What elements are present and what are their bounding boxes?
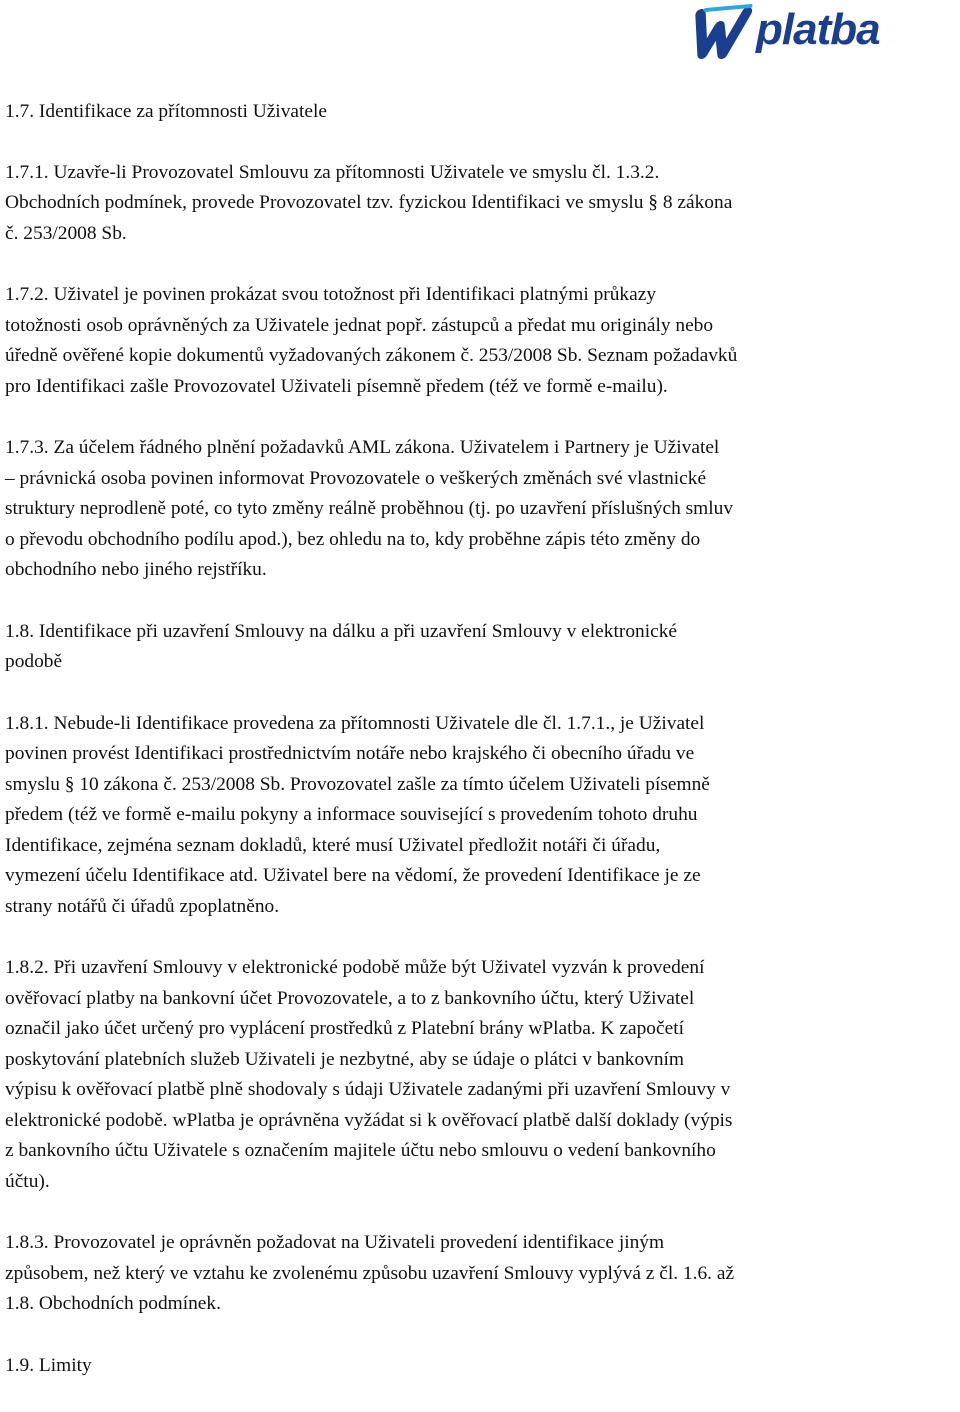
text-line: 1.7.1. Uzavře-li Provozovatel Smlouvu za přítomnosti Uživatele ve smyslu čl. 1.3.2. <box>5 161 660 183</box>
text-line: 1.9. Limity <box>5 1354 92 1376</box>
heading-1-8 <box>5 617 950 678</box>
text-line: Obchodních podmínek, provede Provozovatel tzv. fyzickou Identifikaci ve smyslu § 8 zákona <box>5 192 733 213</box>
paragraph-1-7-1 <box>5 158 950 250</box>
text-line: 1.7. Identifikace za přítomnosti Uživatele <box>5 101 327 122</box>
document-body <box>5 97 950 1412</box>
text-line: 1.8.2. Při uzavření Smlouvy v elektronické podobě může být Uživatel vyzván k provedení <box>5 957 705 978</box>
text-line: z bankovního účtu Uživatele s označením majitele účtu nebo smlouvu o vedení bankovního <box>5 1140 716 1161</box>
text-line: podobě <box>5 651 63 672</box>
paragraph-1-8-2 <box>5 953 950 1197</box>
text-line: způsobem, než který ve vztahu ke zvolenému způsobu uzavření Smlouvy vyplývá z čl. 1.6. až <box>5 1262 735 1284</box>
text-line: 1.8.1. Nebude-li Identifikace provedena za přítomnosti Uživatele dle čl. 1.7.1., je Uživatel <box>5 712 705 734</box>
text-line: Identifikace, zejména seznam dokladů, které musí Uživatel předložit notáři či úřadu, <box>5 834 661 856</box>
text-line: 1.8. Identifikace při uzavření Smlouvy na dálku a při uzavření Smlouvy v elektronické <box>5 620 678 642</box>
text-line: č. 253/2008 Sb. <box>5 222 127 244</box>
text-line: smyslu § 10 zákona č. 253/2008 Sb. Provozovatel zašle za tímto účelem Uživateli písemně <box>5 773 710 795</box>
heading-1-9 <box>5 1351 950 1382</box>
text-line: struktury neprodleně poté, co tyto změny reálně proběhnou (tj. po uzavření příslušných smluv <box>5 498 734 519</box>
text-line: strany notářů či úřadů zpoplatněno. <box>5 895 280 917</box>
text-line: elektronické podobě. wPlatba je oprávněna vyžádat si k ověřovací platbě další doklady (výpis <box>5 1109 733 1131</box>
text-line: 1.7.2. Uživatel je povinen prokázat svou totožnost při Identifikaci platnými průkazy <box>5 284 657 305</box>
paragraph-1-8-3 <box>5 1228 950 1320</box>
logo-wordmark: platba <box>756 5 880 54</box>
text-line: úředně ověřené kopie dokumentů vyžadovaných zákonem č. 253/2008 Sb. Seznam požadavků <box>5 345 738 366</box>
text-line: výpisu k ověřovací platbě plně shodovaly s údaji Uživatele zadanými při uzavření Smlouvy v <box>5 1079 731 1100</box>
paragraph-1-8-1 <box>5 709 950 923</box>
text-line: 1.8. Obchodních podmínek. <box>5 1293 221 1314</box>
paragraph-1-7-3 <box>5 433 950 586</box>
text-line: předem (též ve formě e-mailu pokyny a informace související s provedením tohoto druhu <box>5 804 698 825</box>
text-line: povinen provést Identifikaci prostřednictvím notáře nebo krajského či obecního úřadu ve <box>5 743 695 764</box>
text-line: obchodního nebo jiného rejstříku. <box>5 559 267 580</box>
text-line: vymezení účelu Identifikace atd. Uživatel bere na vědomí, že provedení Identifikace je ze <box>5 865 701 886</box>
w-mark <box>691 6 751 54</box>
text-line: o převodu obchodního podílu apod.), bez ohledu na to, kdy proběhne zápis této změny do <box>5 528 701 550</box>
paragraph-1-7-2 <box>5 280 950 402</box>
wplatba-logo <box>682 0 958 62</box>
text-line: 1.7.3. Za účelem řádného plnění požadavků AML zákona. Uživatelem i Partnery je Uživatel <box>5 437 720 458</box>
text-line: označil jako účet určený pro vyplácení prostředků z Platební brány wPlatba. K započetí <box>5 1018 684 1039</box>
text-line: účtu). <box>5 1170 50 1192</box>
heading-1-7 <box>5 97 950 128</box>
text-line: 1.8.3. Provozovatel je oprávněn požadovat na Uživateli provedení identifikace jiným <box>5 1232 665 1253</box>
text-line: totožnosti osob oprávněných za Uživatele jednat popř. zástupců a předat mu originály nebo <box>5 314 714 336</box>
text-line: – právnická osoba povinen informovat Provozovatele o veškerých změnách své vlastnické <box>5 467 707 489</box>
text-line: ověřovací platby na bankovní účet Provozovatele, a to z bankovního účtu, který Uživatel <box>5 987 695 1009</box>
text-line: pro Identifikaci zašle Provozovatel Uživateli písemně předem (též ve formě e-mailu). <box>5 375 668 397</box>
text-line: poskytování platebních služeb Uživateli je nezbytné, aby se údaje o plátci v bankovním <box>5 1048 685 1070</box>
